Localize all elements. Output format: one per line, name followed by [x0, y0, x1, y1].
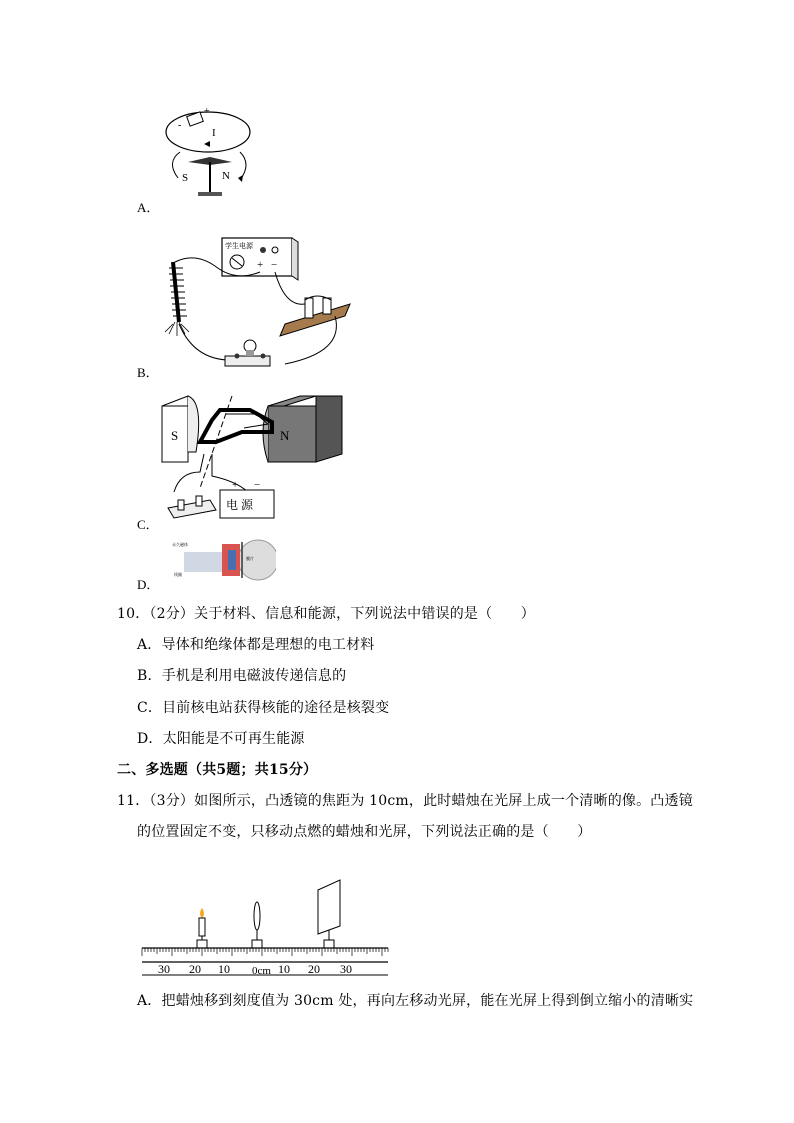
- ruler-label-3: 10: [218, 962, 230, 976]
- supply-plus: +: [257, 259, 264, 271]
- q10-stem: 10．（2分）关于材料、信息和能源，下列说法中错误的是（ ）: [117, 606, 535, 622]
- ruler-label-2: 20: [189, 962, 201, 976]
- ruler-label-1: 30: [158, 962, 170, 976]
- figure-optical-bench: [140, 878, 390, 978]
- figure-c-motor: [160, 392, 350, 532]
- option-c-label: C．: [137, 517, 159, 532]
- magnet-n-label: N: [280, 428, 290, 443]
- option-b-label: B．: [137, 365, 159, 380]
- ruler: [142, 948, 388, 956]
- battery-minus: -: [178, 120, 182, 131]
- ruler-label-5: 10: [278, 962, 290, 976]
- mic-label-magnet: 永久磁体: [172, 542, 188, 547]
- supply-c-label: 电 源: [226, 498, 254, 512]
- q10-option-d: D．太阳能是不可再生能源: [137, 731, 305, 747]
- magnet-s-label: S: [171, 428, 179, 443]
- ruler-label-7: 30: [340, 962, 352, 976]
- figure-b-electromagnet-circuit: [155, 232, 360, 377]
- mic-label-coil: 线圈: [174, 572, 182, 577]
- supply-c-plus: +: [232, 479, 239, 491]
- figure-d-microphone: [170, 538, 276, 584]
- mic-label-diaphragm: 膜片: [246, 556, 254, 561]
- q11-stem-line1: 11．（3分）如图所示，凸透镜的焦距为 10cm，此时蜡烛在光屏上成一个清晰的像。凸透镜: [117, 793, 693, 809]
- q10-option-a: A．导体和绝缘体都是理想的电工材料: [137, 637, 375, 653]
- supply-minus: −: [271, 259, 278, 271]
- q11-stem-line2: 的位置固定不变，只移动点燃的蜡烛和光屏，下列说法正确的是（ ）: [137, 824, 592, 840]
- ruler-label-4: 0cm: [252, 965, 271, 977]
- battery-plus: +: [204, 106, 210, 117]
- option-d-label: D．: [137, 577, 160, 592]
- section-title: 二、多选题（共5题；共15分）: [117, 762, 318, 778]
- ruler-label-6: 20: [308, 962, 320, 976]
- pole-n-label: N: [222, 170, 230, 182]
- q10-option-c: C．目前核电站获得核能的途径是核裂变: [137, 700, 390, 716]
- supply-label: 学生电源: [225, 242, 253, 250]
- option-a-label: A．: [137, 200, 160, 215]
- pole-s-label: S: [182, 172, 189, 184]
- q11-option-a: A．把蜡烛移到刻度值为 30cm 处，再向左移动光屏，能在光屏上得到倒立缩小的清晰实: [137, 993, 694, 1009]
- current-label: I: [212, 127, 216, 139]
- supply-c-minus: −: [254, 479, 261, 491]
- figure-a-oersted: [160, 100, 260, 205]
- q10-option-b: B．手机是利用电磁波传递信息的: [137, 668, 347, 684]
